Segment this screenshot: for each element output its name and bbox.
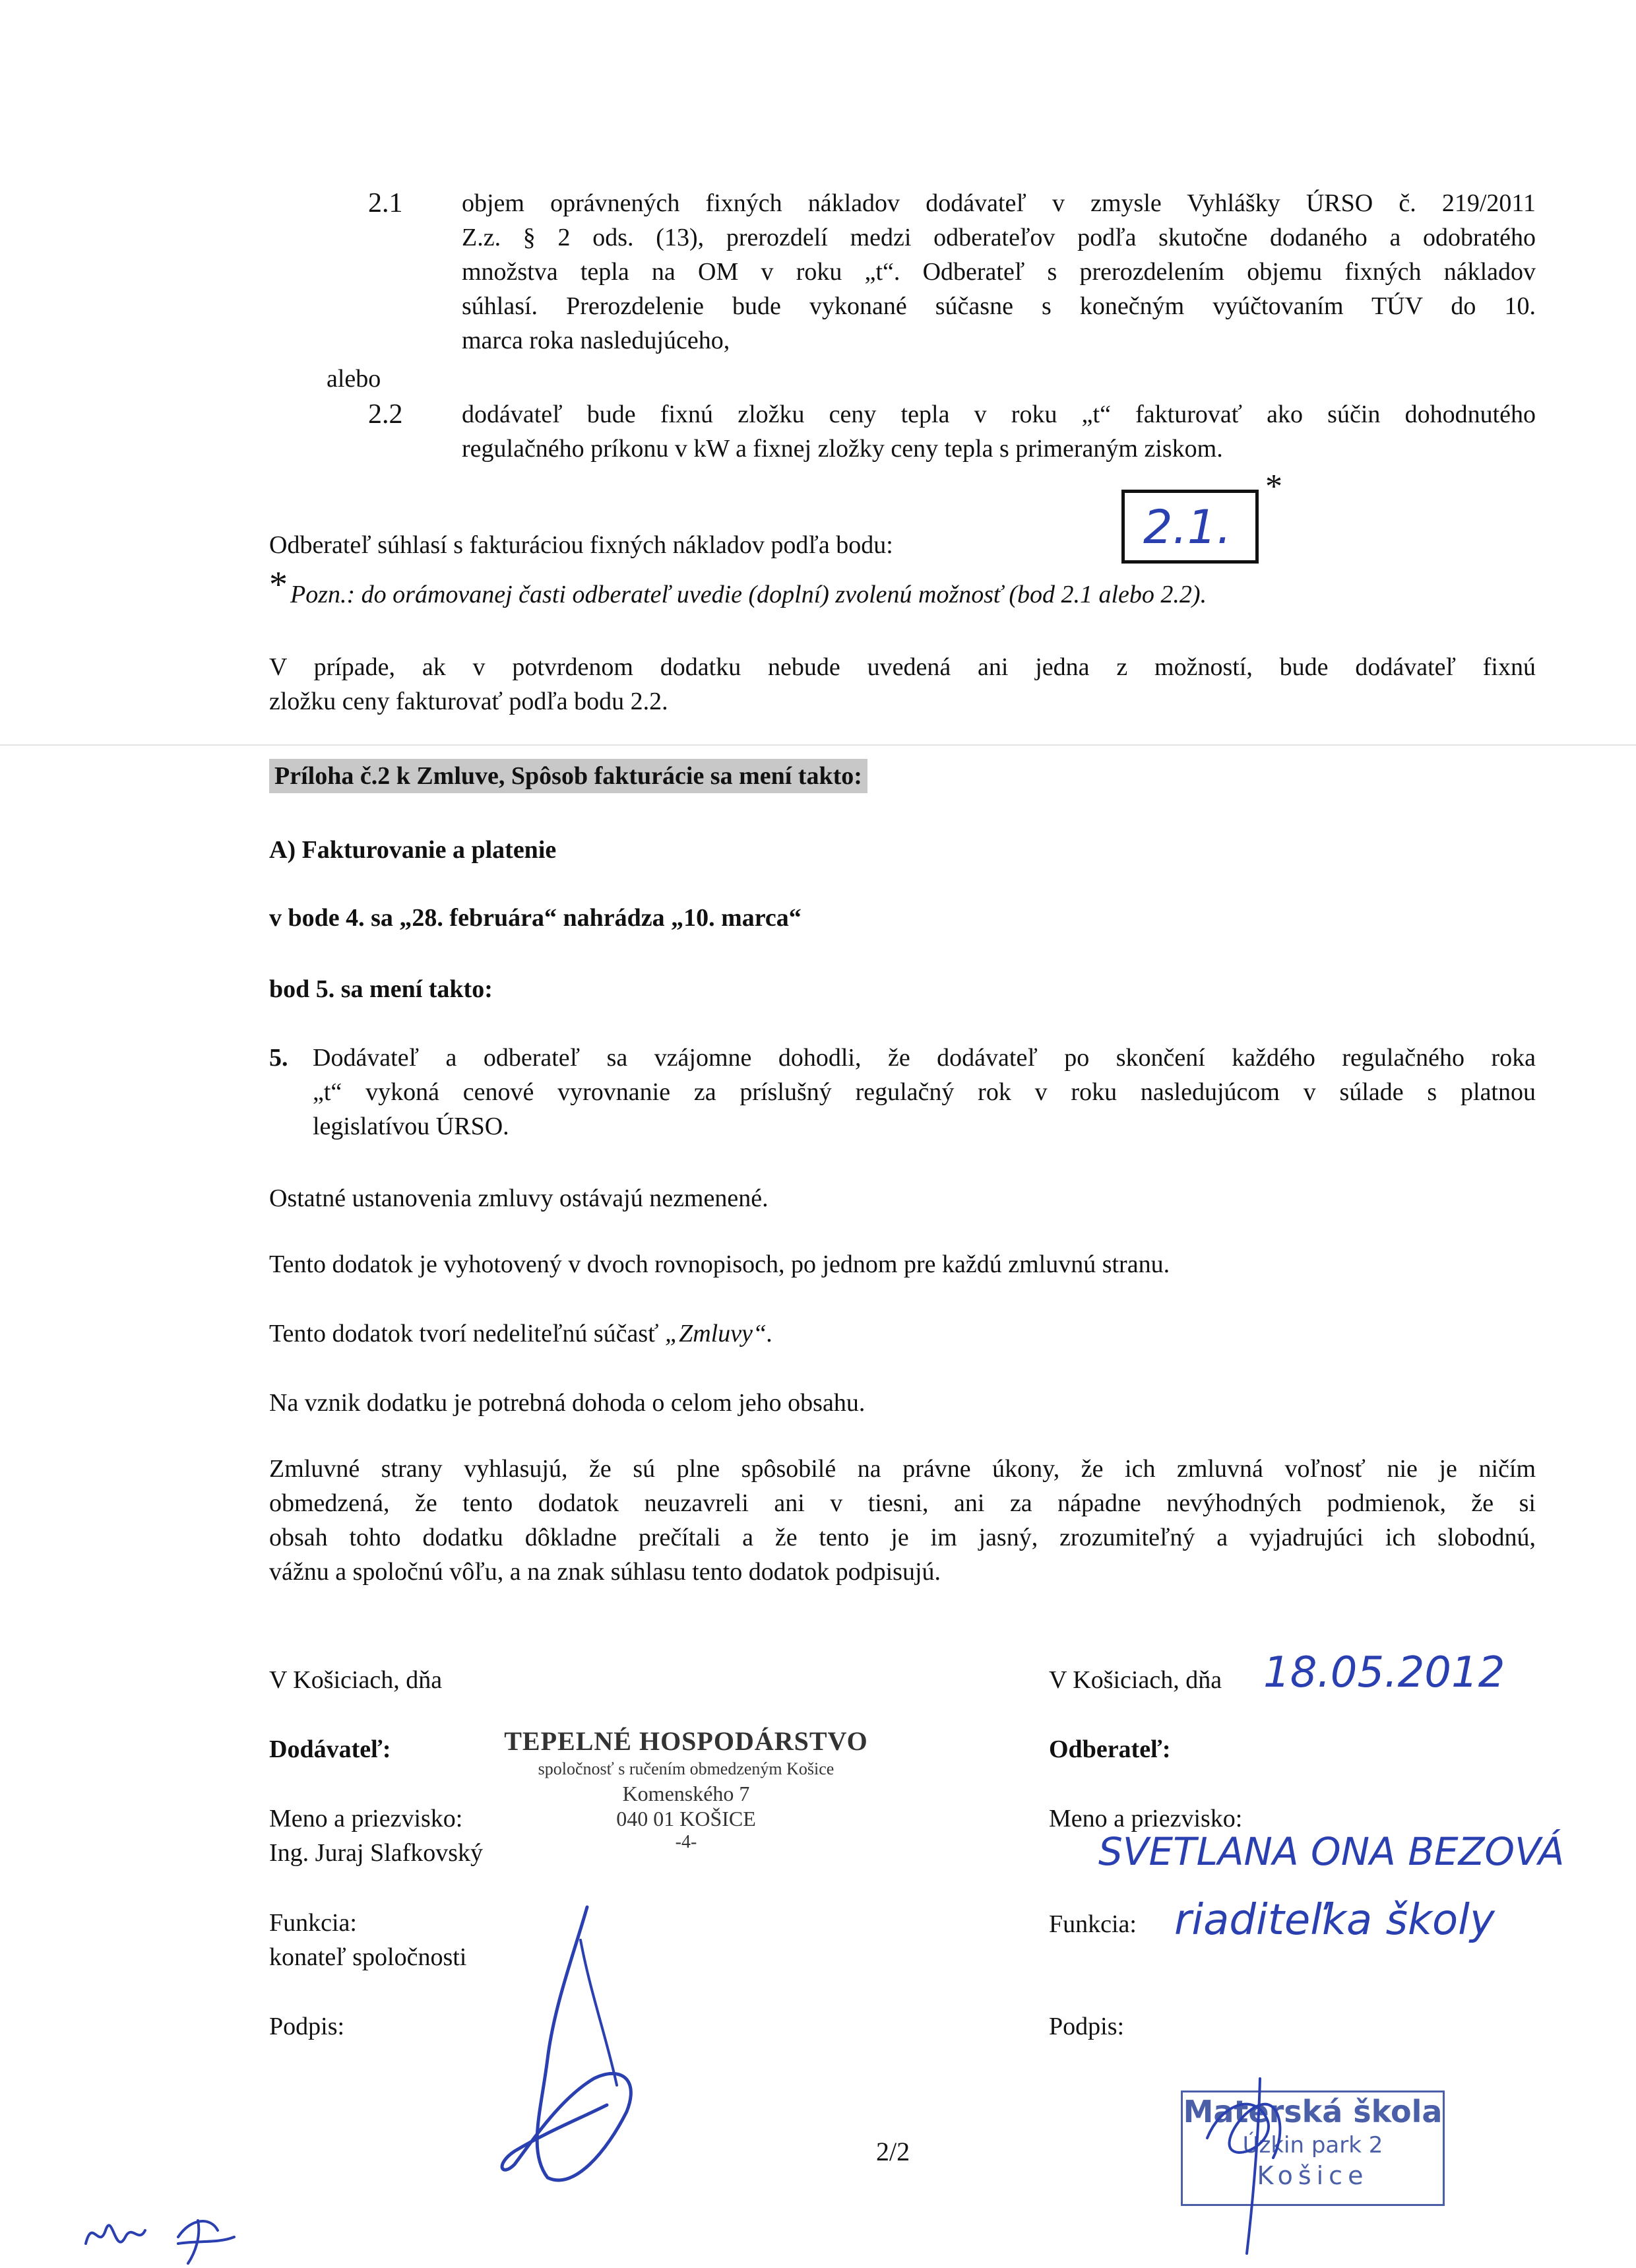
closing-paragraph-5-line: Zmluvné strany vyhlasujú, že sú plne spôsobilé na právne úkony, že ich zmluvná voľnosť nie je ničím xyxy=(269,1455,1536,1483)
choice-box-asterisk: * xyxy=(1265,468,1282,505)
bod5-text xyxy=(313,1041,1536,1144)
item-2-1-number: 2.1 xyxy=(368,188,403,218)
item-2-1-line: objem oprávnených fixných nákladov dodávateľ v zmysle Vyhlášky ÚRSO č. 219/2011 xyxy=(462,189,1536,217)
item-2-2-line: regulačného príkonu v kW a fixnej zložky ceny tepla s primeraným ziskom. xyxy=(462,435,1223,463)
default-clause-line: zložku ceny fakturovať podľa bodu 2.2. xyxy=(269,688,668,715)
item-2-2-line: dodávateľ bude fixnú zložku ceny tepla v roku „t“ fakturovať ako súčin dohodnutého xyxy=(462,401,1536,428)
right-signature-scribble xyxy=(1181,2065,1313,2257)
closing-paragraph-3-italic: „Zmluvy“. xyxy=(664,1320,773,1347)
school-stamp-line-name: Materská škola xyxy=(1183,2094,1443,2129)
left-name: Ing. Juraj Slafkovský xyxy=(269,1839,484,1867)
item-2-1-line: Z.z. § 2 ods. (13), prerozdelí medzi odberateľov podľa skutočne dodaného a odobratého xyxy=(462,224,1536,251)
closing-paragraph-5-line: obmedzená, že tento dodatok neuzavreli ani v tiesni, ani za nápadne nevýhodných podmienok, že si xyxy=(269,1489,1536,1517)
right-date-handwritten[interactable]: 18.05.2012 xyxy=(1263,1648,1505,1697)
item-2-2-text xyxy=(462,397,1536,466)
default-clause xyxy=(269,650,1536,719)
annex-subheading: A) Fakturovanie a platenie xyxy=(269,836,557,864)
default-clause-line: V prípade, ak v potvrdenom dodatku nebude uvedená ani jedna z možností, bude dodávateľ fixnú xyxy=(269,653,1536,681)
right-place-date: V Košiciach, dňa xyxy=(1049,1666,1222,1694)
left-sign-label: Podpis: xyxy=(269,2013,345,2040)
right-party-label: Odberateľ: xyxy=(1049,1735,1171,1763)
bod5-number: 5. xyxy=(269,1044,288,1072)
closing-paragraph-3 xyxy=(269,1316,773,1351)
right-function-label: Funkcia: xyxy=(1049,1910,1137,1938)
item-2-2-number: 2.2 xyxy=(368,399,403,430)
closing-paragraph-4: Na vznik dodatku je potrebná dohoda o celom jeho obsahu. xyxy=(269,1389,865,1417)
right-name-handwritten[interactable]: SVETLANA ONA BEZOVÁ xyxy=(1098,1829,1565,1874)
stamp-line-street: Komenského 7 xyxy=(622,1782,750,1805)
annex-heading: Príloha č.2 k Zmluve, Spôsob fakturácie sa mení takto: xyxy=(269,759,867,793)
bod5-line: „t“ vykoná cenové vyrovnanie za príslušný regulačný rok v roku nasledujúcom v súlade s platnou xyxy=(313,1078,1536,1106)
item-2-1-line: súhlasí. Prerozdelenie bude vykonané súčasne s konečným vyúčtovaním TÚV do 10. xyxy=(462,292,1536,320)
page-number: 2/2 xyxy=(876,2137,910,2166)
bod5-line: Dodávateľ a odberateľ sa vzájomne dohodli, že dodávateľ po skončení každého regulačného roka xyxy=(313,1044,1536,1072)
choice-box-value: 2.1. xyxy=(1143,500,1232,554)
item-2-1-line: množstva tepla na OM v roku „t“. Odberateľ s prerozdelením objemu fixných nákladov xyxy=(462,258,1536,286)
left-function-label: Funkcia: xyxy=(269,1909,357,1937)
school-stamp-line-city: Košice xyxy=(1257,2161,1369,2190)
note-asterisk: * xyxy=(269,564,288,605)
left-place-date: V Košiciach, dňa xyxy=(269,1666,443,1694)
closing-paragraph-5 xyxy=(269,1452,1536,1589)
right-sign-label: Podpis: xyxy=(1049,2013,1125,2040)
stamp-line-city: 040 01 KOŠICE xyxy=(616,1807,756,1831)
stamp-line-number: -4- xyxy=(675,1832,697,1852)
left-function: konateľ spoločnosti xyxy=(269,1943,467,1971)
right-name-label: Meno a priezvisko: xyxy=(1049,1805,1243,1832)
stamp-line-type: spoločnosť s ručením obmedzeným Košice xyxy=(538,1759,834,1778)
company-stamp xyxy=(482,1726,891,1854)
closing-paragraph-5-line: vážnu a spoločnú vôľu, a na znak súhlasu tento dodatok podpisujú. xyxy=(269,1558,941,1586)
stamp-line-company: TEPELNÉ HOSPODÁRSTVO xyxy=(504,1726,868,1756)
item-2-1-text xyxy=(462,186,1536,358)
initials-scribble xyxy=(79,2204,251,2267)
school-stamp-line-street: Úzkin park 2 xyxy=(1242,2132,1383,2158)
closing-paragraph-2: Tento dodatok je vyhotovený v dvoch rovnopisoch, po jednom pre každú zmluvnú stranu. xyxy=(269,1250,1170,1278)
closing-paragraph-5-line: obsah tohto dodatku dôkladne prečítali a že tento je im jasný, zrozumiteľný a vyjadrujúci ich slobodnú, xyxy=(269,1524,1536,1551)
left-name-label: Meno a priezvisko: xyxy=(269,1805,463,1832)
item-2-1-line: marca roka nasledujúceho, xyxy=(462,327,730,354)
closing-paragraph-1: Ostatné ustanovenia zmluvy ostávajú nezmenené. xyxy=(269,1184,769,1212)
left-signature-scribble xyxy=(475,1900,660,2191)
alebo-label: alebo xyxy=(327,365,381,393)
bod5-heading: bod 5. sa mení takto: xyxy=(269,975,493,1003)
agreement-text: Odberateľ súhlasí s fakturáciou fixných nákladov podľa bodu: xyxy=(269,531,893,559)
closing-paragraph-3-prefix: Tento dodatok tvorí nedeliteľnú súčasť xyxy=(269,1320,665,1347)
scan-line-top xyxy=(0,744,1636,746)
left-party-label: Dodávateľ: xyxy=(269,1735,391,1763)
note-text: Pozn.: do orámovanej časti odberateľ uvedie (doplní) zvolenú možnosť (bod 2.1 alebo 2.2). xyxy=(290,581,1207,608)
right-function-handwritten[interactable]: riaditeľka školy xyxy=(1174,1896,1495,1945)
bod5-line: legislatívou ÚRSO. xyxy=(313,1113,509,1140)
choice-box[interactable] xyxy=(1121,490,1259,564)
bod4-text: v bode 4. sa „28. februára“ nahrádza „10. marca“ xyxy=(269,904,802,932)
